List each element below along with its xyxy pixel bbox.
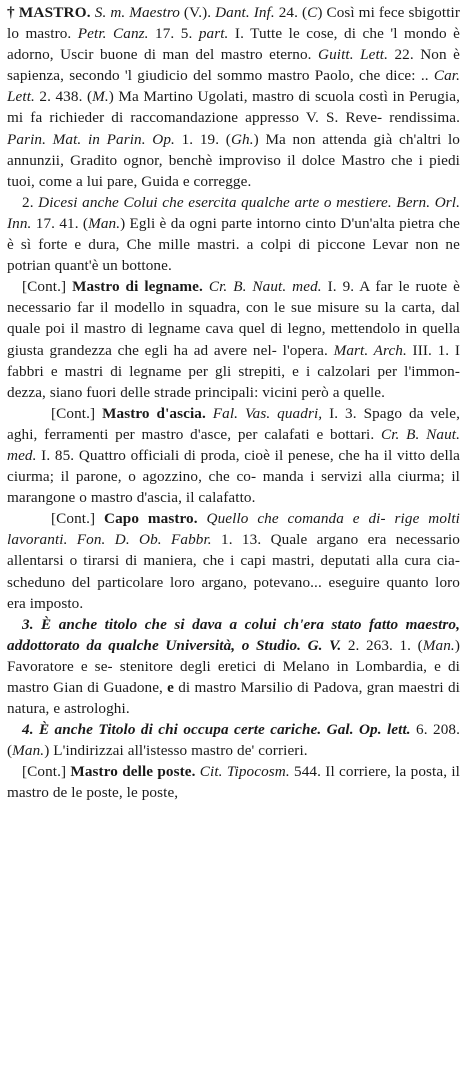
entry-text: o mestiere. Bern. Orl. Inn. (7, 193, 460, 232)
entry-text: fatto maestro, addottorato da qualche Università, o (7, 615, 461, 654)
entry-text: Guitt. Lett. (318, 46, 389, 64)
dictionary-entry (7, 276, 460, 403)
entry-text: ) (253, 130, 259, 148)
entry-text: eseguire quanto loro era imposto. (7, 573, 460, 612)
entry-text: il mastro di legname cava quel di legno, mettendolo (70, 320, 401, 338)
entry-text: Paolo, che dice: .. (314, 67, 434, 85)
dictionary-entry (7, 508, 460, 613)
entry-text: Petr. Canz. (77, 25, 149, 43)
entry-text: [Cont.] (22, 278, 73, 296)
entry-text: Man. (422, 636, 455, 654)
entry-text: Mart. Arch. (333, 341, 407, 359)
entry-text: a quelle. (332, 383, 386, 401)
entry-text: Gal. Op. lett. (326, 721, 411, 739)
dictionary-entry (7, 403, 460, 508)
entry-text: 2. (22, 193, 39, 211)
dictionary-entry (7, 761, 460, 803)
entry-text: Fal. Vas. quadri, (212, 404, 323, 422)
dictionary-entry (7, 614, 460, 719)
entry-text: I. 3. (322, 404, 357, 422)
entry-text: [Cont.] (22, 763, 71, 781)
entry-text: Quello che comanda e di- (206, 510, 386, 528)
entry-text: 1. 19. ( (174, 130, 231, 148)
entry-text: 22. Non (388, 46, 447, 64)
entry-text: mastro de' corrieri. (191, 742, 308, 760)
entry-text: Parin. Mat. in Parin. Op. (7, 130, 175, 148)
entry-text: ) Egli è (120, 214, 167, 232)
dictionary-entry (7, 2, 460, 192)
entry-text: C (307, 4, 318, 21)
entry-text: vitto della ciurma; il parone, o agozzino, che co- (7, 446, 460, 486)
headword: † MASTRO. (7, 4, 95, 21)
entry-text: ) Favoratore e se- (7, 636, 460, 675)
entry-text: Man. (12, 742, 45, 760)
entry-text: I. 9. A far le ruote è necessario far il modello in (7, 278, 461, 317)
entry-text: Quale argano era necessario allentarsi o tirarsi di (7, 531, 461, 570)
entry-text: Gh. (230, 130, 254, 148)
entry-text: di mastro Marsilio di (174, 679, 310, 696)
entry-text: Car. Lett. (7, 67, 460, 106)
entry-text: Man. (88, 214, 121, 232)
entry-text: per calafati e bottari. (237, 425, 381, 443)
entry-text: Spago da vele, aghi, ferramenti per mastro d'asce, (7, 404, 460, 443)
entry-text: 24. ( (274, 4, 308, 21)
entry-text: M. (92, 88, 109, 106)
entry-text: Cit. Tipocosm. (199, 763, 290, 781)
sub-headword: Capo mastro. (104, 510, 207, 528)
entry-text: Dant. Inf. (215, 4, 275, 21)
entry-text: 2. 438. ( (34, 88, 93, 106)
sub-headword: Mastro d'ascia. (102, 404, 213, 422)
entry-text: in quella giusta grandezza che egli ha ad avere nel- (7, 320, 461, 359)
entry-text: 6. 208. ( (7, 721, 460, 760)
entry-text: 3. È anche titolo che si dava a colui ch'era stato (22, 615, 362, 633)
entry-text: part. (198, 25, 229, 43)
entry-text: Ma non attenda già ch'altri lo annunzii, Gradito (7, 130, 460, 169)
dictionary-entry (7, 192, 460, 276)
entry-text: 2. 263. 1. ( (341, 636, 423, 654)
entry-text: [Cont.] (51, 404, 103, 422)
entry-text: da ogni parte intorno cinto D'un'alta pietra che è sì (7, 214, 460, 254)
entry-text: manda i servizi alla ciurma; il marangone o mastro (7, 468, 460, 507)
entry-text: S. m. Maestro (94, 4, 180, 21)
entry-text: Cr. B. Naut. med. (208, 278, 322, 296)
entry-text: Studio. G. V. (256, 636, 342, 654)
entry-text: dezza, siano fuori delle strade principali: vicini però (7, 383, 329, 401)
entry-text: (V.). (179, 4, 216, 21)
entry-text: Levar non ne potrian quant'è un bottone. (7, 236, 460, 275)
entry-text: I. Tutte le cose, di che 'l mondo è adorno, Uscir (7, 25, 461, 64)
entry-text: ) Ma Martino (108, 88, 193, 106)
sub-headword: e (167, 679, 174, 696)
entry-text: rige molti lavoranti. Fon. D. Ob. Fabbr. (7, 510, 460, 549)
entry-text: stenitore degli eretici di Melano in Lombardia, e (119, 657, 441, 675)
entry-text: Padova, gran maestri di natura, e astrologhi. (7, 679, 460, 718)
entry-text: ) L'indirizzai all'istesso (44, 742, 188, 760)
entry-text: Cr. B. Naut. med. (7, 425, 460, 464)
entry-text: 17. 41. ( (31, 214, 89, 232)
entry-text: di mastro Gian di Guadone, (7, 657, 460, 696)
entry-text: maniera, che i capi mastri, deputati alla cura cia- (143, 552, 461, 570)
entry-text: 17. 5. (148, 25, 193, 43)
entry-text: squadra, con le sue misure su la carta, dal quale poi (7, 299, 460, 338)
entry-text: Dicesi anche Colui che esercita qualche arte (38, 193, 320, 211)
entry-text: ognor, benchè improviso il dolce Mastro che i piedi (123, 151, 460, 169)
entry-text: 1. 13. (211, 531, 262, 549)
entry-text: richieder di raccomandazione appresso V. S. Reve- (49, 109, 383, 127)
entry-text: legname per gli strepiti, e i calzolari per l'immon- (129, 362, 460, 380)
entry-text: d'ascia, il calafatto. (136, 489, 256, 507)
entry-text: Il corriere, la posta, il mastro de le poste, le poste, (7, 763, 461, 802)
entry-text: buone di man del mastro eterno. (99, 46, 319, 64)
entry-text: ) (317, 4, 323, 21)
entry-text: è sapienza, secondo 'l giudicio del sommo mastro (7, 46, 460, 85)
entry-text: scheduno del particolare loro argano, potevano... (7, 573, 322, 591)
entry-text: Ugolati, mastro di scuola costì in Perugia, mi fa (7, 88, 460, 127)
entry-text: III. 1. I fabbri e mastri di (7, 341, 460, 380)
entry-text: 544. (289, 763, 322, 781)
entry-text: I. 85. (36, 446, 75, 464)
entry-text: tuoi, come a lui pare, Guida e corregge. (7, 172, 252, 190)
dictionary-entry (7, 719, 460, 761)
entry-text: Quattro officiali di proda, cioè il penese, che ha il (78, 446, 393, 464)
sub-headword: Mastro di legname. (72, 278, 209, 296)
entry-text: forte e dura, Che mille mastri. a colpi di piccone (38, 236, 366, 254)
sub-headword: Mastro delle poste. (70, 763, 200, 781)
entry-text: l'opera. (282, 341, 334, 359)
entry-text: [Cont.] (51, 510, 105, 528)
entry-text: Così mi fece sbigottir lo mastro. (7, 4, 460, 43)
entry-text: rendissima. (389, 109, 460, 127)
entry-text: 4. È anche Titolo di chi occupa certe cariche. (22, 721, 322, 739)
